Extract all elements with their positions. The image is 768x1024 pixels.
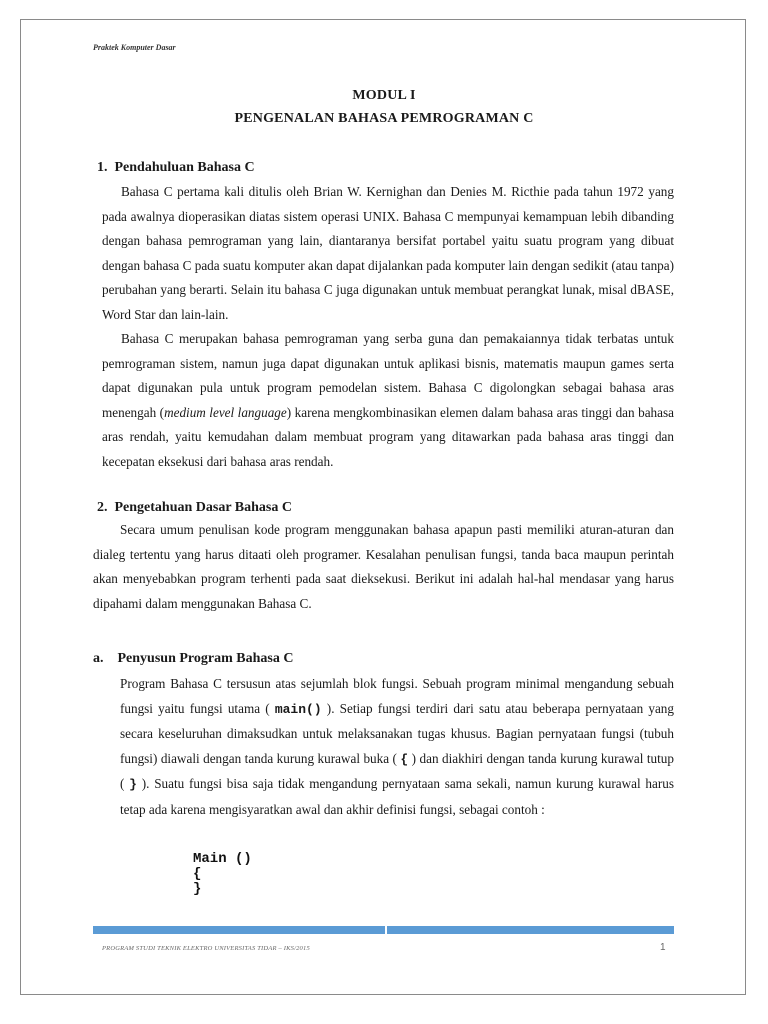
italic-term: medium level language (164, 404, 287, 420)
paragraph: Secara umum penulisan kode program menggunakan bahasa apapun pasti memiliki aturan-aturan dan dialeg tertentu yang harus ditaati oleh programer. Kesalahan penulisan fungsi, tanda baca maupun perintah akan menyebabkan program terhenti pada saat dieksekusi. Berikut ini adalah hal-hal mendasar yang harus dipahami dalam menggunakan Bahasa C. (93, 522, 674, 611)
section-number: a. (93, 651, 104, 666)
code-open-brace: { (400, 751, 409, 767)
section-number: 2. (97, 500, 108, 515)
code-line: Main () (193, 851, 252, 867)
page-number: 1 (660, 942, 666, 953)
code-example (193, 852, 252, 897)
paragraph: Bahasa C pertama kali ditulis oleh Brian W. Kernighan dan Denies M. Ricthie pada tahun 1972 yang pada awalnya dioperasikan diatas sistem operasi UNIX. Bahasa C mempunyai kemampuan lebih dibanding dengan bahasa pemrograman yang lain, diantaranya bersifat portabel yaitu suatu program yang dibuat dengan bahasa C pada suatu komputer akan dapat dijalankan pada komputer lain dengan sedikit (atau tanpa) perubahan yang berarti. Selain itu bahasa C juga digunakan untuk membuat perangkat lunak, misal dBASE, Word Star dan lain-lain. (102, 184, 674, 322)
module-title: MODUL I (352, 88, 416, 103)
code-line: } (193, 881, 202, 897)
code-close-brace: } (129, 777, 137, 792)
footer-bar-divider (385, 926, 387, 934)
section-a-heading (93, 651, 293, 667)
section-title: Penyusun Program Bahasa C (117, 651, 294, 666)
section-number: 1. (97, 160, 108, 175)
code-line: { (193, 866, 202, 882)
section-title: Pengetahuan Dasar Bahasa C (114, 500, 292, 515)
paragraph: Program Bahasa C tersusun atas sejumlah blok fungsi. Sebuah program minimal mengandung sebuah fungsi yaitu fungsi utama ( main() ). Setiap fungsi terdiri dari satu atau beberapa pernyataan yang secara keseluruhan dimaksudkan untuk melaksanakan tugas khusus. Bagian pernyataan fungsi (tubuh fungsi) diawali dengan tanda kurung kurawal buka ( { ) dan diakhiri dengan tanda kurung kurawal tutup ( } ). Suatu fungsi bisa saja tidak mengandung pernyataan sama sekali, namun kurung kurawal harus tetap ada karena mengisyaratkan awal dan akhir definisi fungsi, sebagai contoh : (120, 676, 674, 817)
paragraph: Bahasa C merupakan bahasa pemrograman yang serba guna dan pemakaiannya tidak terbatas untuk pemrograman sistem, namun juga dapat digunakan untuk aplikasi bisnis, matematis maupun games serta dapat digunakan pula untuk program pemodelan sistem. Bahasa C digolongkan sebagai bahasa aras menengah (medium level language) karena mengkombinasikan elemen dalam bahasa aras tinggi dan bahasa aras rendah, yaitu kemudahan dalam membuat program yang ditawarkan pada bahasa aras tinggi dan kecepatan eksekusi dari bahasa aras rendah. (102, 331, 674, 469)
section-title: Pendahuluan Bahasa C (114, 160, 255, 175)
section-1-heading (97, 160, 255, 176)
running-header: Praktek Komputer Dasar (93, 43, 176, 52)
section-a-body (120, 672, 674, 822)
footer-bar (93, 926, 674, 934)
module-subtitle: PENGENALAN BAHASA PEMROGRAMAN C (234, 111, 534, 126)
footer-text: PROGRAM STUDI TEKNIK ELEKTRO UNIVERSITAS TIDAR – IKS/2015 (102, 945, 310, 952)
section-2-heading (97, 500, 292, 516)
section-2-body (93, 518, 674, 616)
section-1-body (102, 180, 674, 474)
code-main: main() (274, 701, 322, 717)
